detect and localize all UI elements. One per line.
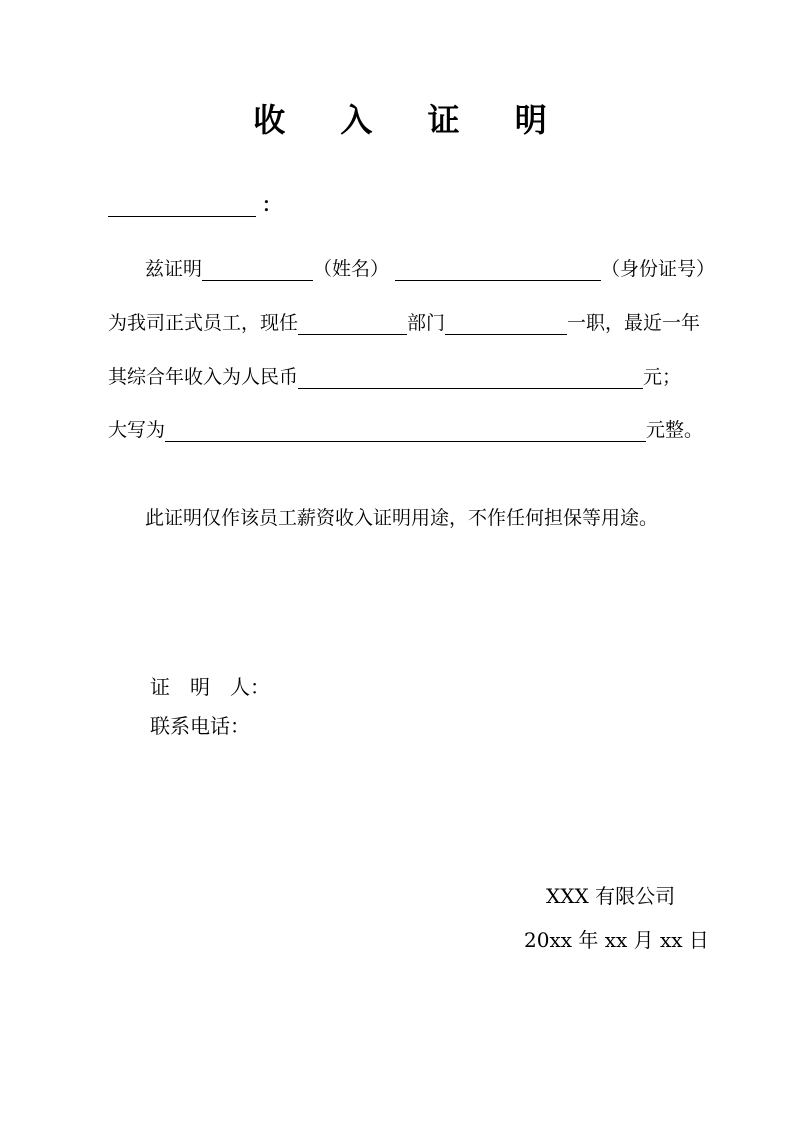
document-title: 收 入 证 明 bbox=[253, 101, 569, 139]
capital-prefix: 大写为 bbox=[108, 419, 166, 441]
phone-label: 联系电话： bbox=[150, 714, 250, 738]
department-label: 部门 bbox=[407, 312, 446, 334]
addressee-colon: ： bbox=[262, 194, 282, 216]
addressee-line bbox=[108, 193, 281, 217]
position-blank[interactable] bbox=[445, 314, 567, 335]
department-blank[interactable] bbox=[298, 314, 407, 335]
id-number-blank[interactable] bbox=[395, 260, 601, 281]
income-prefix: 其综合年收入为人民币 bbox=[108, 366, 299, 388]
department-line bbox=[108, 311, 700, 335]
annual-income-line bbox=[108, 365, 681, 389]
income-suffix: 元； bbox=[643, 366, 682, 388]
capital-amount-line bbox=[108, 418, 703, 442]
company-name: XXX 有限公司 bbox=[546, 884, 676, 908]
position-suffix: 一职，最近一年 bbox=[567, 312, 701, 334]
capital-amount-blank[interactable] bbox=[165, 421, 646, 442]
usage-note: 此证明仅作该员工薪资收入证明用途，不作任何担保等用途。 bbox=[145, 507, 659, 529]
certifier-label: 证 明 人： bbox=[150, 675, 270, 699]
name-id-line bbox=[145, 257, 715, 281]
name-label: （姓名） bbox=[313, 258, 390, 280]
addressee-blank[interactable] bbox=[108, 196, 256, 217]
id-number-label: （身份证号） bbox=[601, 258, 716, 280]
name-blank[interactable] bbox=[202, 260, 313, 281]
issue-date: 20xx 年 xx 月 xx 日 bbox=[524, 928, 709, 952]
capital-suffix: 元整。 bbox=[646, 419, 704, 441]
certify-prefix: 兹证明 bbox=[145, 258, 203, 280]
employee-prefix: 为我司正式员工，现任 bbox=[108, 312, 299, 334]
income-amount-blank[interactable] bbox=[298, 368, 643, 389]
